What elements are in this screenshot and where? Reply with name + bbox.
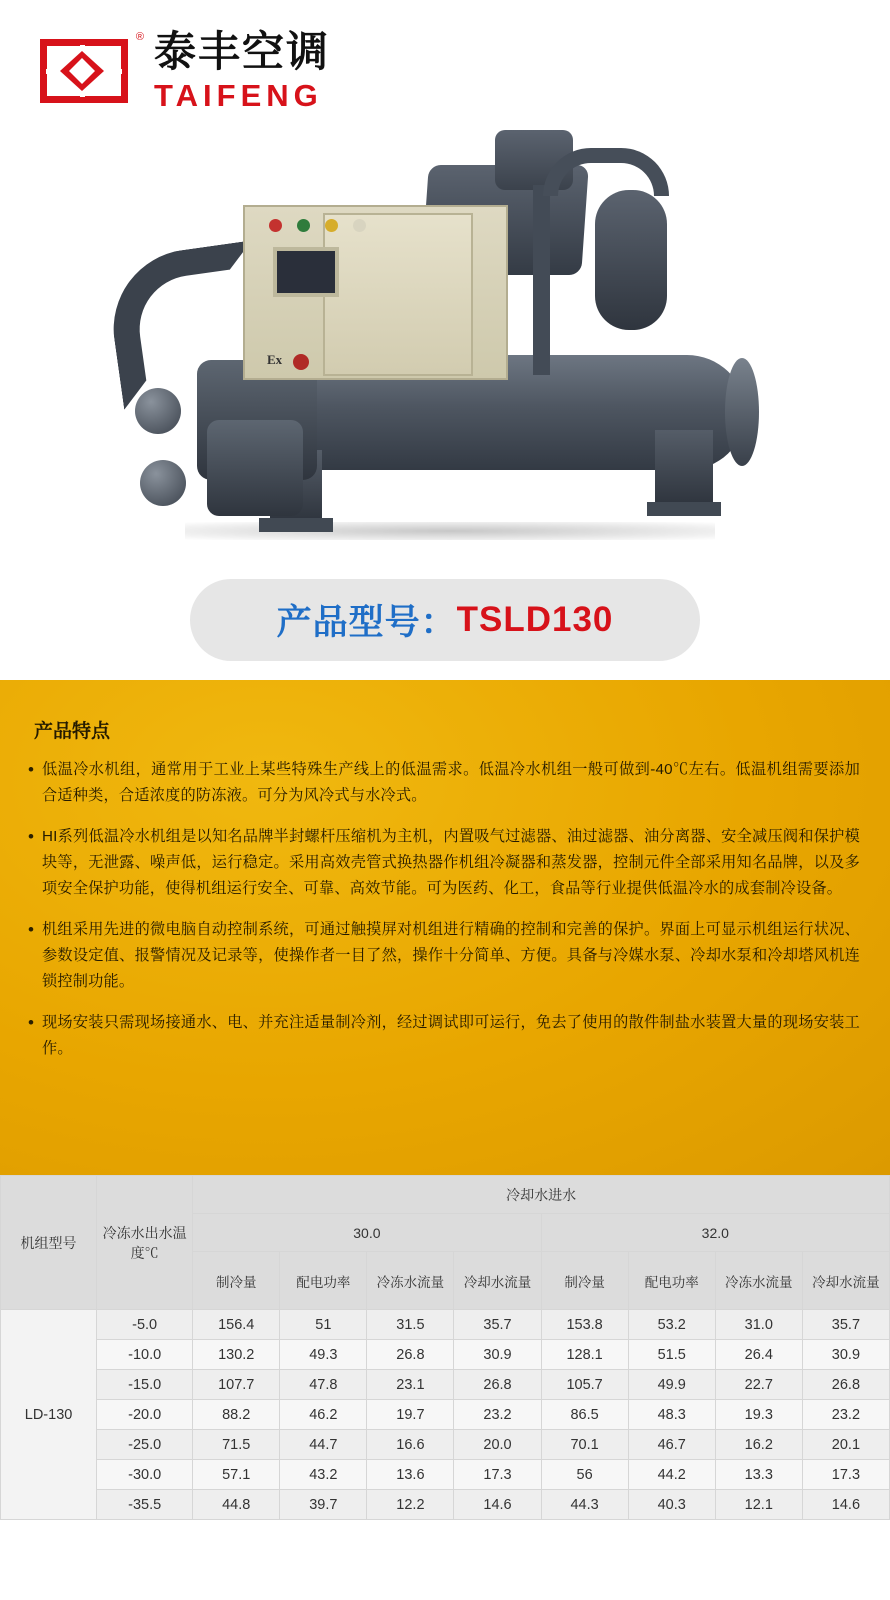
col-capacity-30: 制冷量: [193, 1252, 280, 1310]
cell-temp: -25.0: [97, 1430, 193, 1460]
cell-temp: -30.0: [97, 1460, 193, 1490]
brand-header: [0, 0, 890, 120]
chiller-unit-illustration: [95, 130, 795, 550]
col-cooling-flow-30: 冷却水流量: [454, 1252, 541, 1310]
feature-text: 低温冷水机组，通常用于工业上某些特殊生产线上的低温需求。低温冷水机组一般可做到-40℃左右。低温机组需要添加合适种类，合适浓度的防冻液。可分为风冷式与水冷式。: [42, 761, 860, 804]
feature-text: HI系列低温冷水机组是以知名品牌半封螺杆压缩机为主机，内置吸气过滤器、油过滤器、油分离器、安全减压阀和保护模块等，无泄露、噪声低，运行稳定。采用高效壳管式换热器作机组冷凝器和蒸发器，控制元件全部采用知名品牌，以及多项安全保护功能，使得机组运行安全、可靠、高效节能。可为医药、化工，食品等行业提供低温冷水的成套制冷设备。: [42, 828, 860, 897]
table-row: [1, 1490, 890, 1520]
cell-value: 31.5: [367, 1310, 454, 1340]
cell-value: 12.2: [367, 1490, 454, 1520]
cell-value: 35.7: [802, 1310, 889, 1340]
cell-value: 44.8: [193, 1490, 280, 1520]
cell-value: 49.3: [280, 1340, 367, 1370]
indicator-light-red: [269, 219, 282, 232]
indicator-light-yellow: [325, 219, 338, 232]
header-model: 机组型号: [1, 1176, 97, 1310]
cell-temp: -5.0: [97, 1310, 193, 1340]
ex-rating-label: Ex: [267, 352, 283, 367]
brand-wordmark: [154, 28, 331, 113]
cell-value: 30.9: [802, 1340, 889, 1370]
registered-mark: ®: [135, 31, 144, 43]
cell-value: 39.7: [280, 1490, 367, 1520]
cell-value: 17.3: [454, 1460, 541, 1490]
model-pill: [190, 579, 700, 661]
table-header-row-group: [1, 1176, 890, 1214]
feature-text: 现场安装只需现场接通水、电、并充注适量制冷剂，经过调试即可运行，免去了使用的散件制盐水装置大量的现场安装工作。: [42, 1014, 860, 1057]
cell-value: 128.1: [541, 1340, 628, 1370]
cell-value: 46.7: [628, 1430, 715, 1460]
feature-item: [28, 824, 860, 902]
features-section: [0, 680, 890, 1175]
taifeng-diamond-logo-icon: [40, 31, 144, 107]
cell-value: 156.4: [193, 1310, 280, 1340]
cell-value: 47.8: [280, 1370, 367, 1400]
table-row: [1, 1460, 890, 1490]
col-chilled-flow-32: 冷冻水流量: [715, 1252, 802, 1310]
product-photo: [0, 120, 890, 560]
brand-name-en: TAIFENG: [154, 78, 323, 113]
emergency-stop-knob: [293, 354, 309, 370]
cell-value: 44.2: [628, 1460, 715, 1490]
feature-text: 机组采用先进的微电脑自动控制系统，可通过触摸屏对机组进行精确的控制和完善的保护。界面上可显示机组运行状况、参数设定值、报警情况及记录等，使操作者一目了然，操作十分简单、方便。具备与冷媒水泵、冷却水泵和冷却塔风机连锁控制功能。: [42, 921, 860, 990]
cell-value: 57.1: [193, 1460, 280, 1490]
control-panel: [243, 205, 508, 380]
cell-value: 23.2: [454, 1400, 541, 1430]
table-row: [1, 1370, 890, 1400]
cell-value: 107.7: [193, 1370, 280, 1400]
cell-value: 16.2: [715, 1430, 802, 1460]
cell-value: 14.6: [802, 1490, 889, 1520]
table-row: [1, 1430, 890, 1460]
model-bar-section: [0, 560, 890, 680]
cell-value: 26.8: [367, 1340, 454, 1370]
cell-value: 35.7: [454, 1310, 541, 1340]
indicator-light-white: [353, 219, 366, 232]
cell-value: 71.5: [193, 1430, 280, 1460]
indicator-light-green: [297, 219, 310, 232]
cell-value: 19.3: [715, 1400, 802, 1430]
cell-value: 20.1: [802, 1430, 889, 1460]
bullet-icon: •: [28, 827, 34, 846]
cell-value: 105.7: [541, 1370, 628, 1400]
cell-value: 13.3: [715, 1460, 802, 1490]
col-power-32: 配电功率: [628, 1252, 715, 1310]
model-label: 产品型号：: [276, 603, 457, 642]
feature-item: [28, 917, 860, 995]
model-value: TSLD130: [456, 600, 614, 639]
cell-value: 44.3: [541, 1490, 628, 1520]
cell-value: 20.0: [454, 1430, 541, 1460]
cell-value: 19.7: [367, 1400, 454, 1430]
header-outlet-temp: 冷冻水出水温度℃: [97, 1176, 193, 1310]
feature-item: [28, 1010, 860, 1062]
table-row: [1, 1310, 890, 1340]
cell-temp: -15.0: [97, 1370, 193, 1400]
cell-value: 12.1: [715, 1490, 802, 1520]
cell-value: 86.5: [541, 1400, 628, 1430]
col-cooling-flow-32: 冷却水流量: [802, 1252, 889, 1310]
hmi-touchscreen: [273, 247, 339, 297]
spec-table: [0, 1175, 890, 1520]
brand-name-cn: 泰丰空调: [154, 28, 331, 75]
cell-value: 51: [280, 1310, 367, 1340]
cell-model-name: LD-130: [1, 1310, 97, 1520]
cell-value: 40.3: [628, 1490, 715, 1520]
cell-value: 88.2: [193, 1400, 280, 1430]
feature-item: [28, 757, 860, 809]
cell-value: 51.5: [628, 1340, 715, 1370]
bullet-icon: •: [28, 920, 34, 939]
group-header-30: 30.0: [193, 1214, 541, 1252]
header-cooling-water-inlet: 冷却水进水: [193, 1176, 890, 1214]
cell-value: 43.2: [280, 1460, 367, 1490]
cell-value: 13.6: [367, 1460, 454, 1490]
cell-value: 53.2: [628, 1310, 715, 1340]
bullet-icon: •: [28, 760, 34, 779]
features-title: 产品特点: [34, 721, 111, 742]
cell-temp: -20.0: [97, 1400, 193, 1430]
table-row: [1, 1340, 890, 1370]
cell-value: 31.0: [715, 1310, 802, 1340]
cell-value: 23.1: [367, 1370, 454, 1400]
cell-value: 22.7: [715, 1370, 802, 1400]
group-header-32: 32.0: [541, 1214, 889, 1252]
cell-value: 153.8: [541, 1310, 628, 1340]
cell-value: 49.9: [628, 1370, 715, 1400]
bullet-icon: •: [28, 1013, 34, 1032]
cell-value: 14.6: [454, 1490, 541, 1520]
cell-temp: -35.5: [97, 1490, 193, 1520]
cell-value: 70.1: [541, 1430, 628, 1460]
cell-value: 23.2: [802, 1400, 889, 1430]
table-row: [1, 1400, 890, 1430]
cell-value: 16.6: [367, 1430, 454, 1460]
cell-value: 26.8: [454, 1370, 541, 1400]
cell-temp: -10.0: [97, 1340, 193, 1370]
cell-value: 26.8: [802, 1370, 889, 1400]
cell-value: 30.9: [454, 1340, 541, 1370]
col-chilled-flow-30: 冷冻水流量: [367, 1252, 454, 1310]
cell-value: 130.2: [193, 1340, 280, 1370]
cell-value: 44.7: [280, 1430, 367, 1460]
col-power-30: 配电功率: [280, 1252, 367, 1310]
cell-value: 26.4: [715, 1340, 802, 1370]
cell-value: 48.3: [628, 1400, 715, 1430]
cell-value: 56: [541, 1460, 628, 1490]
spec-table-section: [0, 1175, 890, 1520]
cell-value: 46.2: [280, 1400, 367, 1430]
cell-value: 17.3: [802, 1460, 889, 1490]
col-capacity-32: 制冷量: [541, 1252, 628, 1310]
